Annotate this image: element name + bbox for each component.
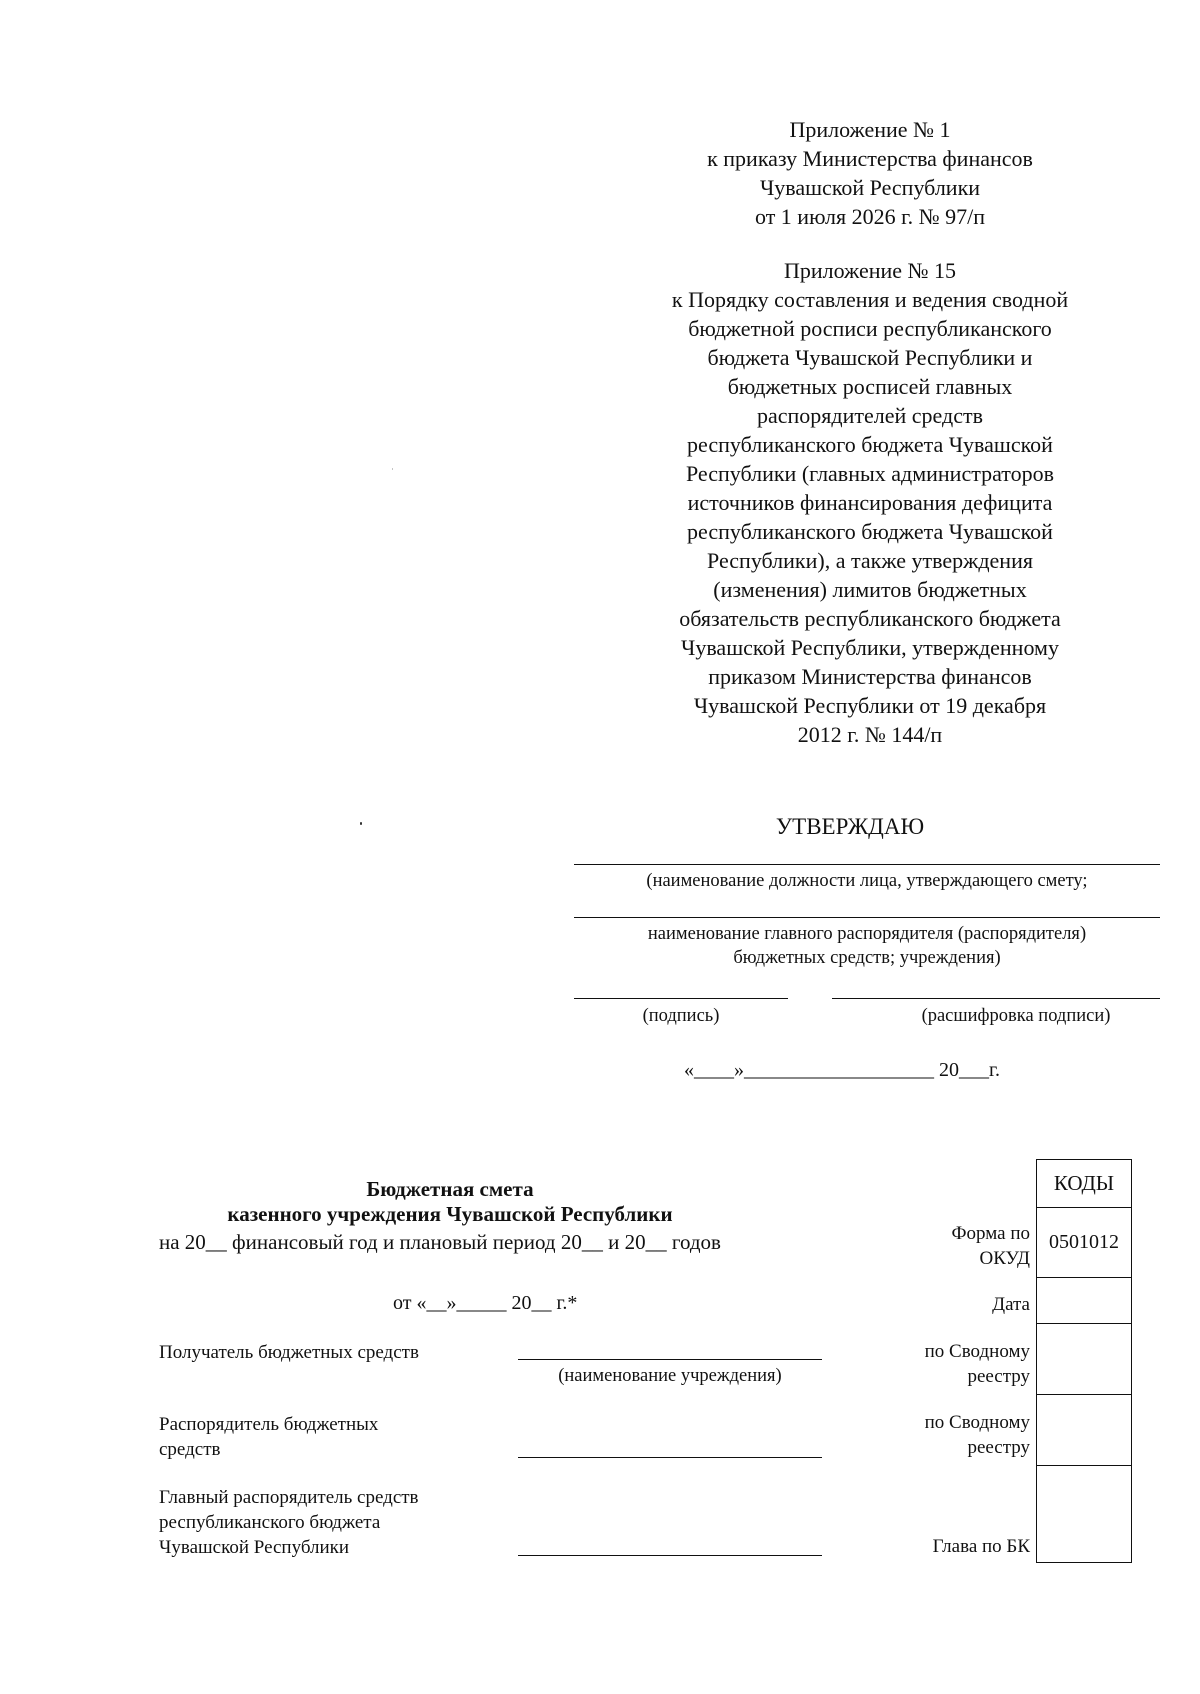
manager-caption-line2: бюджетных средств; учреждения) bbox=[733, 948, 1001, 968]
appendix-15-line: бюджетных росписей главных bbox=[727, 374, 1013, 399]
estimate-date-line: от «__»_____ 20__ г.* bbox=[393, 1292, 578, 1314]
signature-line bbox=[574, 998, 788, 999]
appendix-15-line: распорядителей средств bbox=[757, 403, 983, 428]
appendix-15-line: бюджета Чувашской Республики и bbox=[707, 345, 1033, 370]
appendix-1-line: Чувашской Республики bbox=[759, 175, 981, 200]
registry2-code-cell[interactable] bbox=[1037, 1395, 1132, 1466]
estimate-title: Бюджетная смета bbox=[366, 1177, 534, 1201]
registry-code-cell[interactable] bbox=[1037, 1324, 1132, 1395]
registry-label-line1: по Сводному bbox=[924, 1341, 1030, 1362]
codes-header: КОДЫ bbox=[1037, 1160, 1132, 1208]
chief-label-line1: Главный распорядитель средств bbox=[159, 1487, 419, 1508]
registry2-label-line2: реестру bbox=[967, 1437, 1030, 1458]
registry-label-line2: реестру bbox=[967, 1366, 1030, 1387]
appendix-1-header bbox=[620, 115, 1120, 231]
approval-title: УТВЕРЖДАЮ bbox=[775, 814, 925, 839]
manager-label-line1: Распорядитель бюджетных bbox=[159, 1414, 379, 1435]
bk-label: Глава по БК bbox=[932, 1536, 1030, 1557]
manager-label-line2: средств bbox=[159, 1439, 221, 1460]
date-code-label: Дата bbox=[992, 1294, 1030, 1315]
approval-date-line: «____»___________________ 20___г. bbox=[684, 1059, 1000, 1081]
recipient-label: Получатель бюджетных средств bbox=[159, 1342, 419, 1363]
recipient-line bbox=[518, 1359, 822, 1360]
manager-caption-line1: наименование главного распорядителя (распорядителя) bbox=[647, 924, 1087, 944]
scan-speck bbox=[392, 468, 393, 470]
signature-caption: (подпись) bbox=[642, 1006, 720, 1026]
appendix-15-line: Республики (главных администраторов bbox=[685, 461, 1055, 486]
registry2-label-line1: по Сводному bbox=[924, 1412, 1030, 1433]
okud-label-line1: Форма по bbox=[951, 1223, 1030, 1244]
chief-label-line2: республиканского бюджета bbox=[159, 1512, 381, 1533]
date-code-cell[interactable] bbox=[1037, 1278, 1132, 1324]
chief-label-line3: Чувашской Республики bbox=[159, 1537, 350, 1558]
okud-label-line2: ОКУД bbox=[979, 1248, 1030, 1269]
estimate-subtitle: казенного учреждения Чувашской Республики bbox=[227, 1202, 673, 1226]
appendix-1-line: от 1 июля 2026 г. № 97/п bbox=[754, 204, 985, 229]
appendix-15-line: обязательств республиканского бюджета bbox=[679, 606, 1061, 631]
position-caption: (наименование должности лица, утверждающего смету; bbox=[646, 871, 1088, 891]
appendix-1-line: к приказу Министерства финансов bbox=[707, 146, 1033, 171]
appendix-15-line: республиканского бюджета Чувашской bbox=[687, 519, 1053, 544]
scan-speck bbox=[360, 822, 362, 825]
chief-field-line bbox=[518, 1555, 822, 1556]
appendix-15-line: приказом Министерства финансов bbox=[708, 664, 1032, 689]
appendix-15-line: республиканского бюджета Чувашской bbox=[687, 432, 1053, 457]
decoding-line bbox=[832, 998, 1160, 999]
appendix-15-line: бюджетной росписи республиканского bbox=[688, 316, 1052, 341]
appendix-15-line: источников финансирования дефицита bbox=[687, 490, 1053, 515]
appendix-15-line: к Порядку составления и ведения сводной bbox=[671, 287, 1069, 312]
position-line bbox=[574, 864, 1160, 865]
okud-code-cell: 0501012 bbox=[1037, 1208, 1132, 1278]
decoding-caption: (расшифровка подписи) bbox=[921, 1006, 1111, 1026]
appendix-15-line: (изменения) лимитов бюджетных bbox=[713, 577, 1027, 602]
codes-table bbox=[1036, 1159, 1132, 1563]
appendix-15-header bbox=[620, 256, 1120, 749]
appendix-15-line: Чувашской Республики от 19 декабря bbox=[693, 693, 1047, 718]
appendix-15-line: Чувашской Республики, утвержденному bbox=[681, 635, 1059, 660]
manager-line bbox=[574, 917, 1160, 918]
appendix-15-line: Республики), а также утверждения bbox=[707, 548, 1033, 573]
bk-code-cell[interactable] bbox=[1037, 1466, 1132, 1563]
estimate-period: на 20__ финансовый год и плановый период 20__ и 20__ годов bbox=[159, 1230, 721, 1254]
appendix-1-line: Приложение № 1 bbox=[789, 117, 951, 142]
manager-field-line bbox=[518, 1457, 822, 1458]
recipient-caption: (наименование учреждения) bbox=[558, 1366, 782, 1386]
appendix-15-line: Приложение № 15 bbox=[783, 258, 957, 283]
appendix-15-line: 2012 г. № 144/п bbox=[797, 722, 943, 747]
